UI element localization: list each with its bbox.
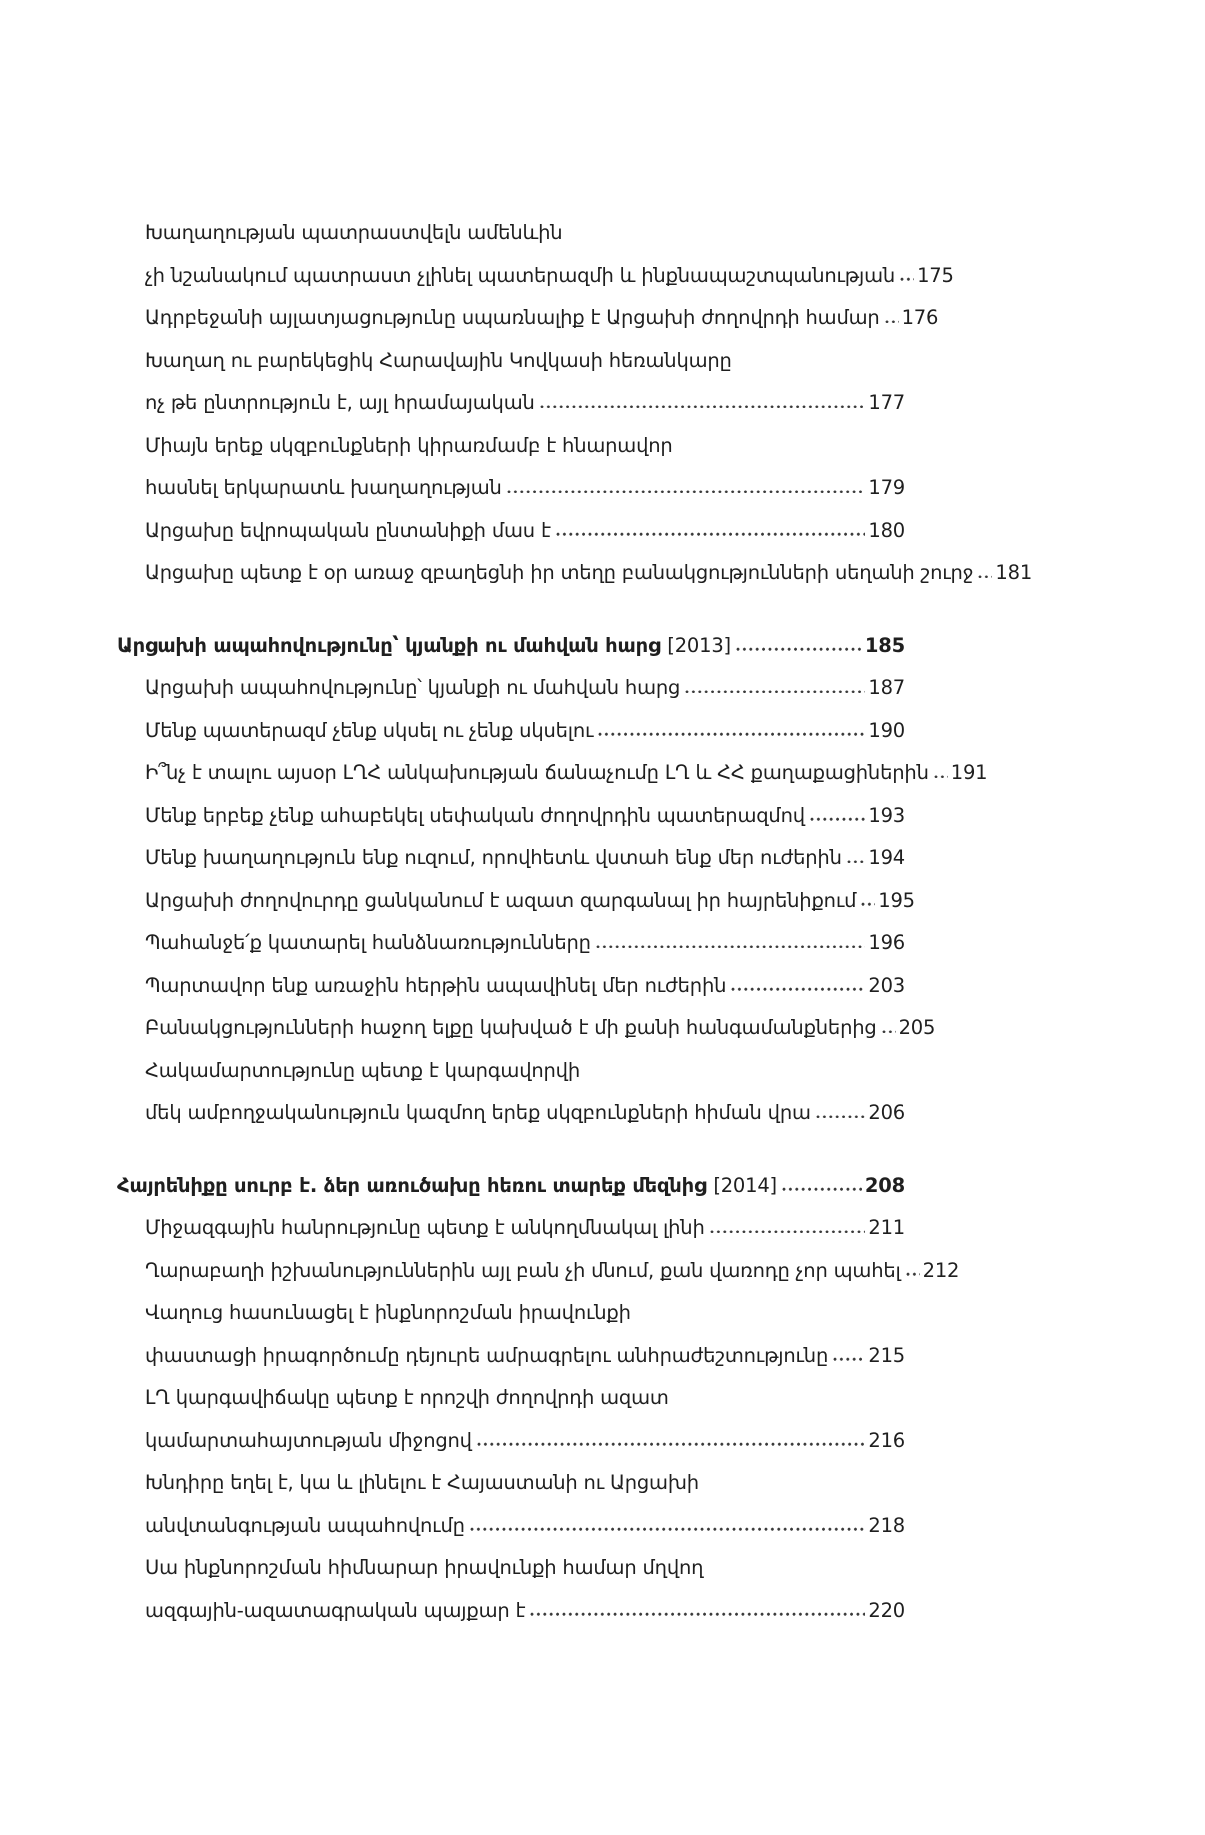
toc-entry-line [145,965,905,1008]
toc-chapter-title: Հայրենիքը սուրբ է. ձեր առուծախը հեռու տարեք մեզնից [117,1173,707,1197]
dot-leader [782,1187,862,1192]
page-number: 181 [995,561,1033,584]
dot-leader [598,732,865,737]
toc-chapter-heading [117,1165,905,1208]
toc-entry-text: Պահանջե՛ք կատարել հանձնառությունները [145,931,591,954]
toc-entry-text: Ադրբեջանի այլատյացությունը սպառնալիք է Արցախի ժողովրդի համար [145,306,880,329]
page-number: 185 [864,633,905,657]
toc-entry-text: ազգային-ազատագրական պայքար է [145,1598,526,1622]
page-number: 179 [868,476,905,499]
page-number: 187 [868,676,905,699]
dot-leader [978,574,992,579]
dot-leader [816,1114,866,1119]
toc-entry-text: կամարտահայտության միջոցով [145,1428,472,1452]
toc-entry-text: Վաղուց հասունացել է ինքնորոշման իրավունքի [145,1301,631,1324]
toc-entry-text: անվտանգության ապահովումը [145,1513,465,1537]
dot-leader [861,902,875,907]
dot-leader [847,859,866,864]
toc-entry-line [145,1590,905,1633]
toc-entry-line [145,1377,905,1420]
page-number: 216 [868,1428,905,1452]
page-number: 194 [868,846,905,869]
toc-entry-line [145,880,915,923]
toc-entry-text: Ղարաբաղի իշխանություններին այլ բան չի մնում, քան վառոդը չոր պահել [145,1258,901,1282]
toc-chapter-year: [2013] [667,633,731,657]
dot-leader [710,1229,866,1234]
dot-leader [833,1357,865,1362]
toc-chapter-heading [117,625,905,668]
toc-entry-line [145,510,905,553]
toc-entry-text: ոչ թե ընտրություն է, այլ հրամայական [145,391,535,414]
page-number: 177 [868,391,905,414]
toc-chapter-title: Արցախի ապահովությունը՝ կյանքի ու մահվան հարց [117,633,661,657]
toc-entry-text: մեկ ամբողջականություն կազմող երեք սկզբունքների հիման վրա [145,1101,811,1124]
toc-entry-text: փաստացի իրագործումը դեյուրե ամրագրելու անհրաժեշտությունը [145,1343,829,1367]
dot-leader [596,944,866,949]
toc-entry-text: Պարտավոր ենք առաջին հերթին ապավինել մեր ուժերին [145,973,727,997]
page-number: 203 [868,973,905,997]
toc-entry-line [145,425,905,468]
table-of-contents [117,212,1033,1632]
page-number: 206 [868,1101,905,1124]
page-number: 190 [868,718,905,742]
dot-leader [906,1272,920,1277]
dot-leader [477,1442,866,1447]
toc-entry-text: Մենք պատերազմ չենք սկսել ու չենք սկսելու [145,718,594,742]
dot-leader [736,647,862,652]
dot-leader [885,319,899,324]
page-number: 205 [898,1016,936,1039]
page-number: 220 [868,1598,905,1622]
dot-leader [540,404,866,409]
toc-entry-line [145,1050,905,1093]
toc-entry-line [145,1335,905,1378]
dot-leader [470,1527,866,1532]
dot-leader [556,532,866,537]
dot-leader [530,1612,865,1617]
dot-leader [882,1029,896,1034]
toc-entry-line [145,1420,905,1463]
toc-entry-text: Բանակցությունների հաջող ելքը կախված է մի քանի հանգամանքներից [145,1016,877,1039]
page-number: 211 [868,1216,905,1239]
toc-entry-text: Սա ինքնորոշման հիմնարար իրավունքի համար մղվող [145,1556,704,1579]
toc-entry-text: Մենք խաղաղություն ենք ուզում, որովհետև վստահ ենք մեր ուժերին [145,846,842,869]
toc-entry-line [145,922,905,965]
dot-leader [731,987,865,992]
dot-leader [900,277,914,282]
page-number: 180 [868,518,905,542]
toc-entry-line [145,1505,905,1548]
toc-entry-text: Արցախի ժողովուրդը ցանկանում է ազատ զարգանալ իր հայրենիքում [145,888,857,912]
toc-entry-text: ԼՂ կարգավիճակը պետք է որոշվի ժողովրդի ազատ [145,1386,669,1409]
toc-entry-text: Արցախը եվրոպական ընտանիքի մաս է [145,518,551,542]
toc-chapter-year: [2014] [713,1173,777,1197]
toc-entry-line [145,1007,936,1050]
toc-entry-text: Ի՞նչ է տալու այսօր ԼՂՀ անկախության ճանաչումը ԼՂ և ՀՀ քաղաքացիներին [145,761,929,784]
toc-entry-line [145,837,905,880]
toc-entry-line [145,752,988,795]
toc-entry-text: Խնդիրը եղել է, կա և լինելու է Հայաստանի ու Արցախի [145,1471,699,1494]
toc-entry-line [145,297,939,340]
toc-entry-text: Արցախը պետք է օր առաջ զբաղեցնի իր տեղը բանակցությունների սեղանի շուրջ [145,561,974,584]
toc-entry-text: հասնել երկարատև խաղաղության [145,476,502,499]
toc-entry-line [145,1292,905,1335]
toc-entry-line [145,467,905,510]
toc-entry-line [145,1092,905,1135]
page-number: 215 [868,1343,905,1367]
toc-entry-line [145,795,905,838]
toc-entry-line [145,1547,905,1590]
page-number: 196 [868,931,905,954]
page-number: 195 [878,888,915,912]
toc-entry-line [145,382,905,425]
toc-entry-text: Արցախի ապահովությունը՝ կյանքի ու մահվան հարց [145,676,681,699]
toc-entry-line [145,1250,960,1293]
toc-entry-line [145,1462,905,1505]
dot-leader [685,689,865,694]
toc-entry-line [145,255,954,298]
toc-entry-line [145,552,1033,595]
toc-entry-line [145,667,905,710]
toc-entry-text: Խաղաղության պատրաստվելն ամենևին [145,221,563,244]
page-number: 191 [950,761,988,784]
toc-entry-text: չի նշանակում պատրաստ չլինել պատերազմի և ինքնապաշտպանության [145,263,896,287]
toc-entry-line [145,1207,905,1250]
dot-leader [507,489,866,494]
toc-entry-text: Միջազգային հանրությունը պետք է անկողմնակալ լինի [145,1216,705,1239]
page-number: 218 [868,1513,905,1537]
toc-entry-text: Միայն երեք սկզբունքների կիրառմամբ է հնարավոր [145,433,673,457]
page-number: 193 [868,803,905,827]
toc-entry-text: Մենք երբեք չենք ահաբեկել սեփական ժողովրդին պատերազմով [145,803,805,827]
toc-entry-text: Հակամարտությունը պետք է կարգավորվի [145,1058,580,1082]
page-number: 212 [922,1258,960,1282]
page-number: 208 [864,1173,905,1197]
page-number: 175 [917,263,954,287]
dot-leader [810,817,865,822]
dot-leader [934,774,948,779]
toc-entry-text: Խաղաղ ու բարեկեցիկ Հարավային Կովկասի հեռանկարը [145,348,732,372]
toc-entry-line [145,710,905,753]
toc-entry-line [145,212,905,255]
page-number: 176 [901,306,939,329]
toc-entry-line [145,340,905,383]
